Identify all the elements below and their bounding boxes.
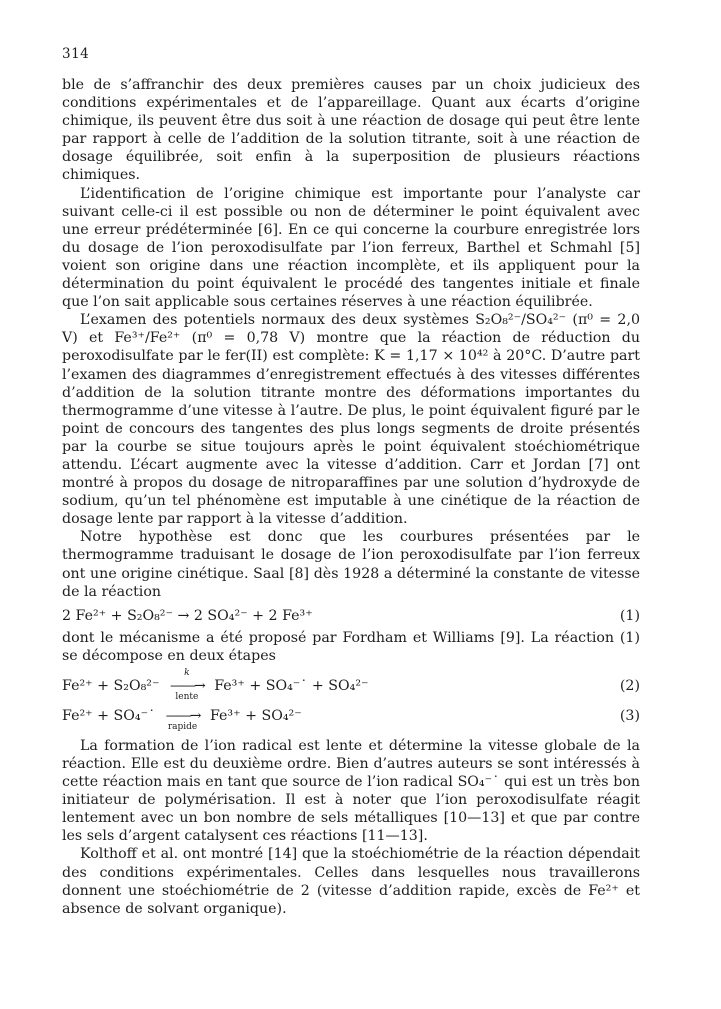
paragraph-7: Kolthoff et al. ont montré [14] que la stoéchiométrie de la réaction dépendait des conditions expérimentales. Celles dans lesquelles nous travaillerons donnent une stoéchiométrie de 2 (vitesse d’addition rapide, excès de Fe²⁺ et absence de solvant organique). bbox=[62, 846, 640, 917]
equation-2-arrow bbox=[170, 669, 204, 703]
equation-3-products: Fe³⁺ + SO₄²⁻ bbox=[209, 707, 302, 724]
equation-1-expression: 2 Fe²⁺ + S₂O₈²⁻ → 2 SO₄²⁻ + 2 Fe³⁺ bbox=[62, 607, 313, 624]
equation-2-reactants: Fe²⁺ + S₂O₈²⁻ bbox=[62, 677, 160, 694]
equation-2-arrow-label-bottom: lente bbox=[175, 691, 199, 702]
equation-2-number: (2) bbox=[619, 677, 640, 694]
equation-3-number: (3) bbox=[619, 707, 640, 724]
reaction-arrow-icon: ——→ bbox=[165, 707, 200, 724]
equation-2 bbox=[62, 667, 640, 702]
paragraph-5: dont le mécanisme a été proposé par Fordham et Williams [9]. La réaction (1) se décompose en deux étapes bbox=[62, 629, 640, 664]
equation-3-arrow-label-bottom: rapide bbox=[167, 721, 198, 732]
equation-3-reactants: Fe²⁺ + SO₄⁻˙ bbox=[62, 707, 156, 724]
paragraph-1: ble de s’affranchir des deux premières causes par un choix judicieux des conditions expérimentales et de l’appareillage. Quant aux écarts d’origine chimique, ils peuvent être dus soit à une réaction de dosage qui peut être lente par rapport à celle de l’addition de la solution titrante, soit à une réaction de dosage équilibrée, soit enfin à la superposition de plusieurs réactions chimiques. bbox=[62, 77, 640, 184]
equation-1 bbox=[62, 607, 640, 629]
equation-2-products: Fe³⁺ + SO₄⁻˙ + SO₄²⁻ bbox=[214, 677, 369, 694]
equation-2-arrow-label-top: k bbox=[184, 667, 190, 678]
equation-3-arrow bbox=[166, 699, 200, 733]
equation-2-expression bbox=[62, 669, 369, 703]
equation-1-number: (1) bbox=[619, 607, 640, 624]
paragraph-3: L’examen des potentiels normaux des deux systèmes S₂O₈²⁻/SO₄²⁻ (π⁰ = 2,0 V) et Fe³⁺/Fe²⁺ (π⁰ = 0,78 V) montre que la réaction de réduction du peroxodisulfate par le fer(II) est complète: K = 1,17 × 10⁴² à 20°C. D’autre part l’examen des diagrammes d’enregistrement effectués à des vitesses différentes d’addition de la solution titrante montre des déformations importantes du thermogramme d’une vitesse à l’autre. De plus, le point équivalent figuré par le point de concours des tangentes des plus longs segments de droite présentés par la courbe se situe toujours après le point équivalent stoéchiométrique attendu. L’écart augmente avec la vitesse d’addition. Carr et Jordan [7] ont montré à propos du dosage de nitroparaffines par une solution d’hydroxyde de sodium, qu’un tel phénomène est imputable à une cinétique de la réaction de dosage lente par rapport à la vitesse d’addition. bbox=[62, 312, 640, 528]
equation-3-expression bbox=[62, 699, 302, 733]
paragraph-4: Notre hypothèse est donc que les courbures présentées par le thermogramme traduisant le dosage de l’ion peroxodisulfate par l’ion ferreux ont une origine cinétique. Saal [8] dès 1928 a déterminé la constante de vitesse de la réaction bbox=[62, 529, 640, 600]
article-body bbox=[62, 76, 640, 918]
paragraph-2: L’identification de l’origine chimique est importante pour l’analyste car suivant celle-ci il est possible ou non de déterminer le point équivalent avec une erreur prédéterminée [6]. En ce qui concerne la courbure enregistrée lors du dosage de l’ion peroxodisulfate par l’ion ferreux, Barthel et Schmahl [5] voient son origine dans une réaction incomplète, et ils appliquent pour la détermination du point équivalent le procédé des tangentes initiale et finale que l’on sait applicable sous certaines réserves à une réaction équilibrée. bbox=[62, 185, 640, 311]
paragraph-6: La formation de l’ion radical est lente et détermine la vitesse globale de la réaction. Elle est du deuxième ordre. Bien d’autres auteurs se sont intéressés à cette réaction mais en tant que source de l’ion radical SO₄⁻˙ qui est un très bon initiateur de polymérisation. Il est à noter que l’ion peroxodisulfate réagit lentement avec un bon nombre de sels métalliques [10—13] et que par contre les sels d’argent catalysent ces réactions [11—13]. bbox=[62, 737, 640, 845]
page-number: 314 bbox=[62, 46, 90, 62]
reaction-arrow-icon: ——→ bbox=[169, 677, 204, 694]
